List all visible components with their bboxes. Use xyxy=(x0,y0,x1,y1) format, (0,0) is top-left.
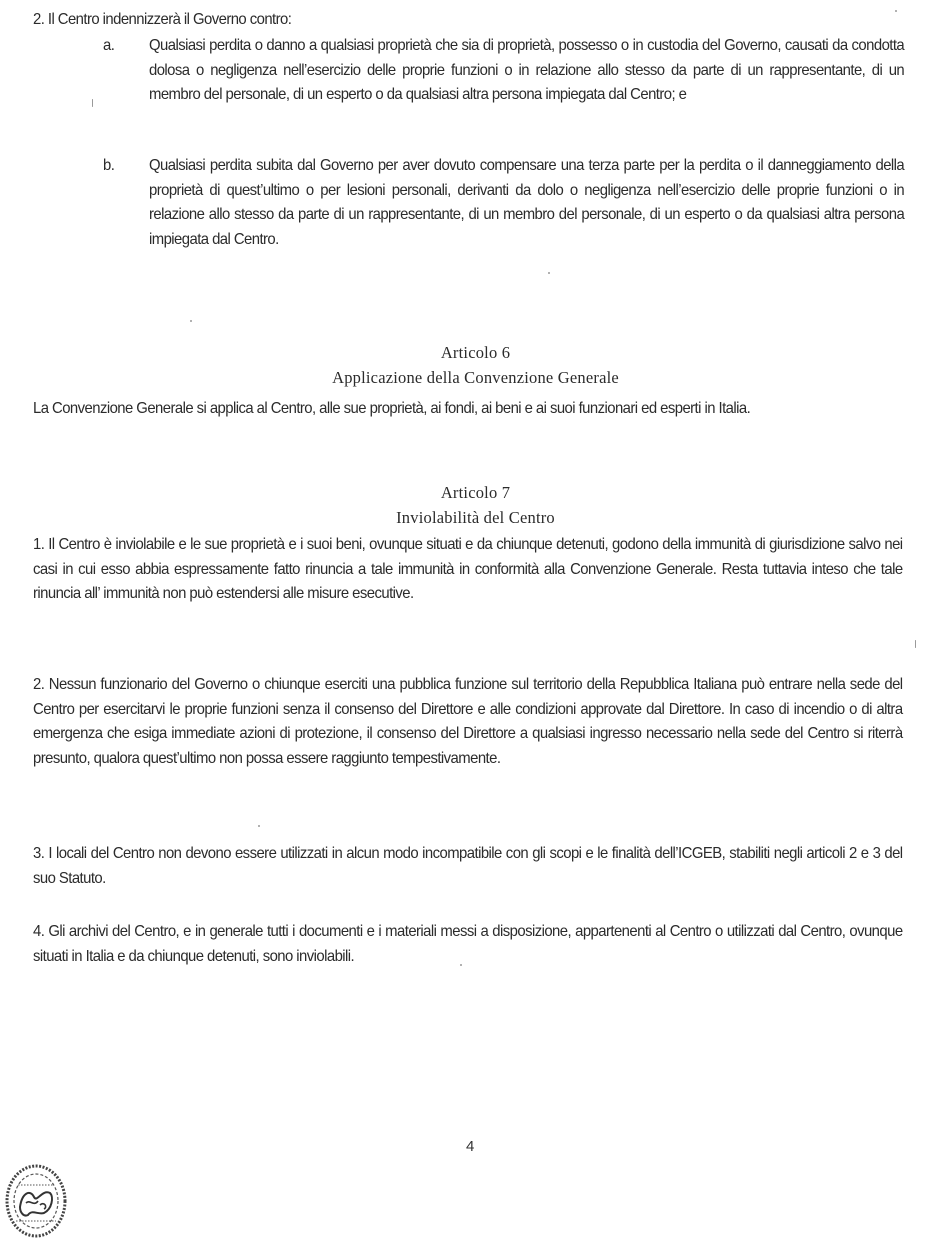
list-marker: a. xyxy=(103,37,115,54)
official-seal-icon xyxy=(4,1163,68,1239)
list-item-text: Qualsiasi perdita o danno a qualsiasi proprietà che sia di proprietà, possesso o in custodia del Governo, causati da condotta dolosa o negligenza nell’esercizio delle proprie funzioni o in relazione allo stesso da parte di un rappresentante, di un membro del personale, di un esperto o da qualsiasi altra persona impiegata dal Centro; e xyxy=(149,37,905,103)
section-2-intro: 2. Il Centro indennizzerà il Governo contro: xyxy=(33,11,292,28)
article-7-title: Inviolabilità del Centro xyxy=(396,508,555,527)
article-7-paragraph-1: 1. Il Centro è inviolabile e le sue proprietà e i suoi beni, ovunque situati e da chiunque detenuti, godono della immunità di giurisdizione salvo nei casi in cui esso abbia espressamente fatto rinuncia a tale immunità in conformità alla Convenzione Generale. Resta tuttavia inteso che tale rinuncia all’ immunità non può estendersi alle misure esecutive. xyxy=(33,536,903,602)
article-6-title: Applicazione della Convenzione Generale xyxy=(332,368,619,387)
scan-speck xyxy=(460,964,462,966)
article-6-number: Articolo 6 xyxy=(440,343,511,362)
scan-speck xyxy=(92,99,93,107)
list-marker: b. xyxy=(103,157,115,174)
article-6-paragraph: La Convenzione Generale si applica al Centro, alle sue proprietà, ai fondi, ai beni e ai suoi funzionari ed esperti in Italia. xyxy=(33,400,751,417)
scan-speck xyxy=(258,825,260,827)
list-item-text: Qualsiasi perdita subita dal Governo per aver dovuto compensare una terza parte per la perdita o il danneggiamento della proprietà di quest’ultimo o per lesioni personali, derivanti da dolo o negligenza nell’esercizio delle proprie funzioni o in relazione allo stesso da parte di un rappresentante, di un membro del personale, di un esperto o da qualsiasi altra persona impiegata dal Centro. xyxy=(149,157,905,248)
article-7-number: Articolo 7 xyxy=(440,483,511,502)
scan-speck xyxy=(190,320,192,322)
article-7-paragraph-2: 2. Nessun funzionario del Governo o chiunque eserciti una pubblica funzione sul territorio della Repubblica Italiana può entrare nella sede del Centro per esercitarvi le proprie funzioni senza il consenso del Direttore e alle condizioni approvate dal Direttore. In caso di incendio o di altra emergenza che esiga immediate azioni di protezione, il consenso del Direttore a qualsiasi ingresso necessario nella sede del Centro si riterrà presunto, qualora quest’ultimo non possa essere raggiunto tempestivamente. xyxy=(33,676,903,767)
scan-speck xyxy=(915,640,916,648)
scan-speck xyxy=(548,272,550,274)
article-7-paragraph-4: 4. Gli archivi del Centro, e in generale tutti i documenti e i materiali messi a disposizione, appartenenti al Centro o utilizzati dal Centro, ovunque situati in Italia e da chiunque detenuti, sono inviolabili. xyxy=(33,923,903,965)
article-7-paragraph-3: 3. I locali del Centro non devono essere utilizzati in alcun modo incompatibile con gli scopi e le finalità dell’ICGEB, stabiliti negli articoli 2 e 3 del suo Statuto. xyxy=(33,845,903,887)
scan-speck xyxy=(895,10,897,12)
page-number: 4 xyxy=(466,1138,475,1155)
